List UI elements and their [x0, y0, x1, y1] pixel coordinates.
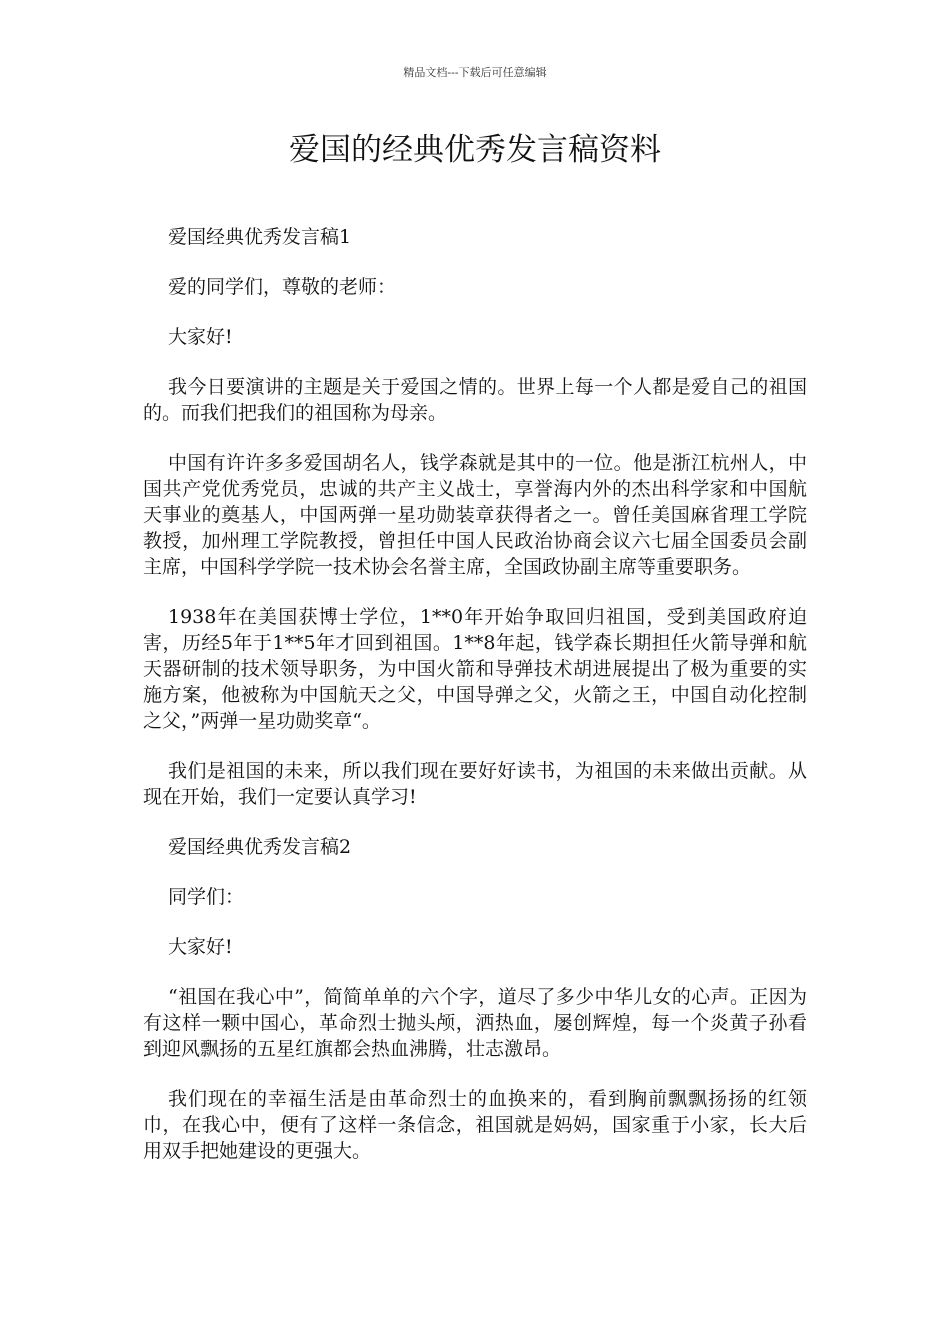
document-body: [143, 224, 807, 1188]
paragraph: “祖国在我心中”，简简单单的六个字，道尽了多少中华儿女的心声。正因为有这样一颗中国心，革命烈士抛头颅，洒热血，屡创辉煌，每一个炎黄子孙看到迎风飘扬的五星红旗都会热血沸腾，壮志激昂。: [143, 986, 807, 1060]
header-note: 精品文档---下载后可任意编辑: [403, 66, 547, 79]
paragraph: 我们是祖国的未来，所以我们现在要好好读书，为祖国的未来做出贡献。从现在开始，我们一定要认真学习!: [143, 760, 807, 808]
paragraph: 中国有许许多多爱国胡名人，钱学森就是其中的一位。他是浙江杭州人，中国共产党优秀党员，忠诚的共产主义战士，享誉海内外的杰出科学家和中国航天事业的奠基人，中国两弹一星功勋装章获得者之一。曾任美国麻省理工学院教授，加州理工学院教授，曾担任中国人民政治协商会议六七届全国委员会副主席，中国科学学院一技术协会名誉主席，全国政协副主席等重要职务。: [143, 452, 807, 578]
salutation-2: 同学们：: [168, 886, 245, 908]
paragraph: 我们现在的幸福生活是由革命烈士的血换来的，看到胸前飘飘扬扬的红领巾，在我心中，便有了这样一条信念，祖国就是妈妈，国家重于小家，长大后用双手把她建设的更强大。: [143, 1088, 807, 1162]
greeting-1: 大家好!: [168, 326, 233, 348]
paragraph: 我今日要演讲的主题是关于爱国之情的。世界上每一个人都是爱自己的祖国的。而我们把我们的祖国称为母亲。: [143, 376, 807, 424]
section-heading-1: 爱国经典优秀发言稿1: [168, 226, 352, 248]
section-heading-2: 爱国经典优秀发言稿2: [168, 836, 352, 858]
paragraph: 1938年在美国获博士学位，1**0年开始争取回归祖国，受到美国政府迫害，历经5年于1**5年才回到祖国。1**8年起，钱学森长期担任火箭导弹和航天器研制的技术领导职务，为中国火箭和导弹技术胡进展提出了极为重要的实施方案，他被称为中国航天之父，中国导弹之父，火箭之王，中国自动化控制之父，”两弹一星功勋奖章“。: [143, 606, 807, 732]
salutation-1: 爱的同学们，尊敬的老师：: [168, 276, 397, 298]
greeting-2: 大家好!: [168, 936, 233, 958]
document-title: 爱国的经典优秀发言稿资料: [289, 132, 661, 168]
